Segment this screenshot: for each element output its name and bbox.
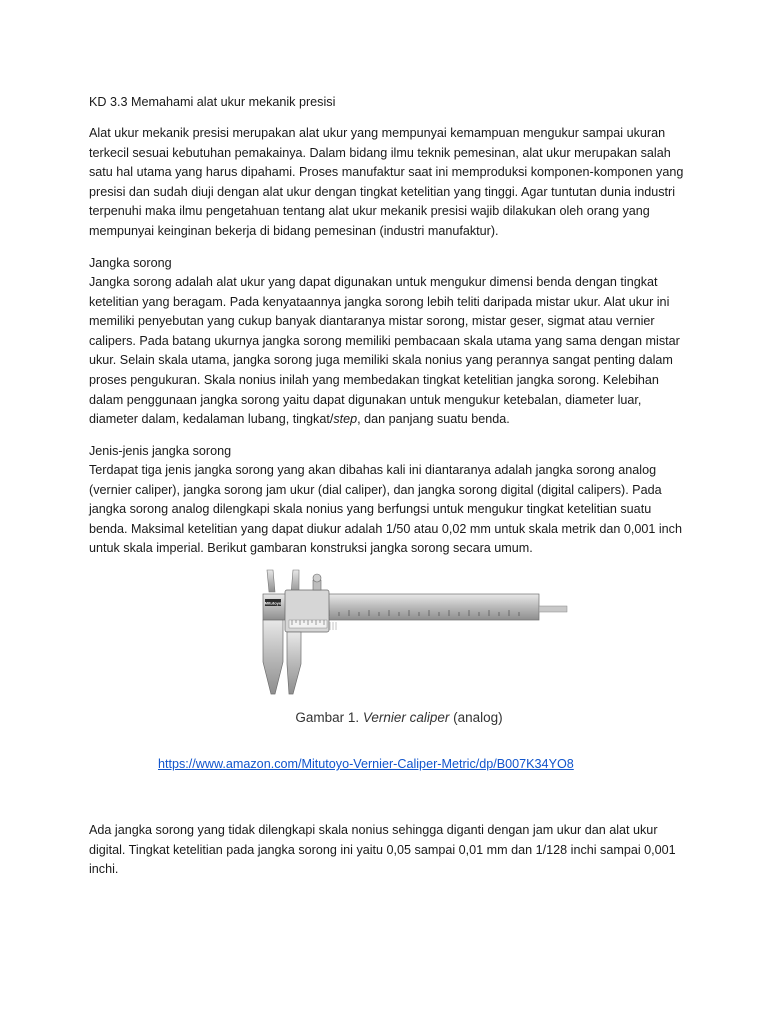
caption-suffix: (analog): [449, 710, 503, 725]
lower-sliding-jaw: [287, 632, 301, 694]
vernier-caliper-figure: [229, 566, 569, 736]
vernier-caliper-illustration: [229, 566, 569, 706]
depth-rod: [539, 606, 567, 612]
jangka-sorong-paragraph: [89, 273, 689, 430]
step-term: step: [333, 412, 358, 427]
figure-caption: [229, 710, 569, 725]
jangka-sorong-text-end: , dan panjang suatu benda.: [357, 412, 510, 427]
caption-prefix: Gambar 1.: [295, 710, 363, 725]
section-heading-jenis: Jenis-jenis jangka sorong: [89, 444, 232, 458]
section-heading-jangka-sorong: Jangka sorong: [89, 256, 172, 270]
brand-label: Mitutoyo: [264, 600, 282, 606]
caption-italic: Vernier caliper: [362, 710, 450, 725]
thumb-grip: [330, 622, 336, 630]
closing-paragraph: Ada jangka sorong yang tidak dilengkapi skala nonius sehingga diganti dengan jam ukur dan alat ukur digital. Tingkat ketelitian pada jangka sorong ini yaitu 0,05 sampai 0,01 mm dan 1/128 inchi sampai 0,001 inchi.: [89, 823, 676, 877]
intro-paragraph: Alat ukur mekanik presisi merupakan alat ukur yang mempunyai kemampuan mengukur sampai ukuran terkecil sesuai kebutuhan pemakainya. Dalam bidang ilmu teknik pemesinan, alat ukur merupakan salah satu hal utama yang harus dipahami. Proses manufaktur saat ini memproduksi komponen-komponen yang presisi dan sudah diuji dengan alat ukur dengan tingkat ketelitian yang tinggi. Agar tuntutan dunia industri terpenuhi maka ilmu pengetahuan tentang alat ukur mekanik presisi wajib dilakukan oleh orang yang mempunyai keinginan bekerja di bidang pemesinan (industri manufaktur).: [89, 126, 684, 238]
upper-fixed-jaw: [267, 570, 275, 592]
jenis-paragraph: Terdapat tiga jenis jangka sorong yang akan dibahas kali ini diantaranya adalah jangka sorong analog (vernier caliper), jangka sorong jam ukur (dial caliper), dan jangka sorong digital (digital calipers). Pada jangka sorong analog dilengkapi skala nonius yang berfungsi untuk mengukur tingkat ketelitian suatu benda. Maksimal ketelitian yang dapat diukur adalah 1/50 atau 0,02 mm untuk skala metrik dan 0,001 inch untuk skala imperial. Berikut gambaran konstruksi jangka sorong secara umum.: [89, 463, 682, 556]
lower-fixed-jaw: [263, 620, 283, 694]
amazon-link[interactable]: https://www.amazon.com/Mitutoyo-Vernier-Caliper-Metric/dp/B007K34YO8: [158, 757, 574, 771]
jangka-sorong-text: Jangka sorong adalah alat ukur yang dapat digunakan untuk mengukur dimensi benda dengan tingkat ketelitian yang beragam. Pada kenyataannya jangka sorong lebih teliti daripada mistar ukur. Alat ukur ini memiliki penyebutan yang cukup banyak diantaranya mistar sorong, mistar geser, sigmat atau vernier calipers. Pada batang ukurnya jangka sorong memiliki pembacaan skala utama yang sama dengan mistar ukur. Selain skala utama, jangka sorong juga memiliki skala nonius yang perannya sangat penting dalam proses pengukuran. Skala nonius inilah yang membedakan tingkat ketelitian jangka sorong. Kelebihan dalam penggunaan jangka sorong yaitu dapat digunakan untuk mengukur ketebalan, diameter luar, diameter dalam, kedalaman lubang, tingkat/: [89, 275, 680, 427]
page-title: KD 3.3 Memahami alat ukur mekanik presisi: [89, 95, 336, 109]
